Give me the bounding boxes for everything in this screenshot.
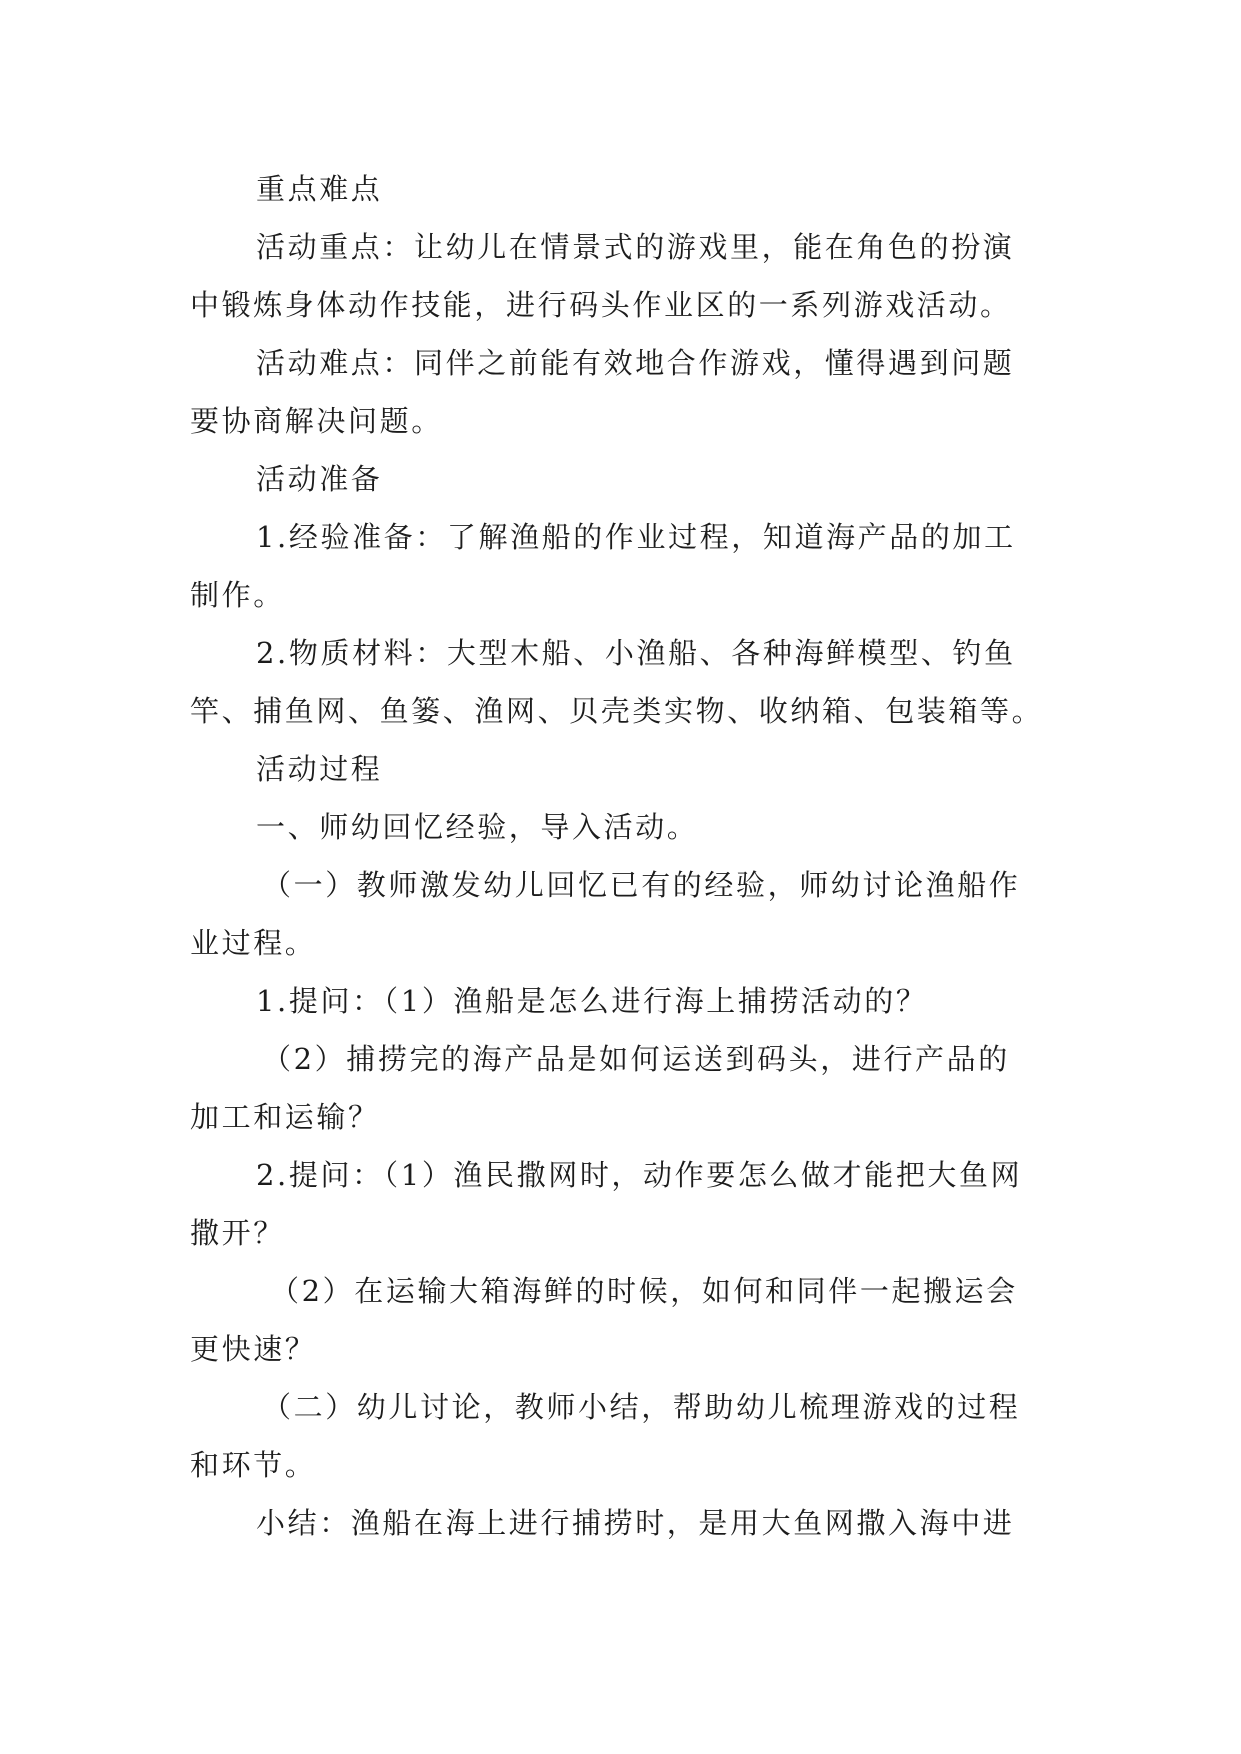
paragraph-line: 更快速？ bbox=[190, 1332, 317, 1366]
paragraph-line: 撒开？ bbox=[190, 1216, 285, 1250]
paragraph-line: 活动重点：让幼儿在情景式的游戏里，能在角色的扮演 bbox=[256, 230, 1015, 264]
paragraph-line: 和环节。 bbox=[190, 1448, 317, 1482]
paragraph-line: 一、师幼回忆经验，导入活动。 bbox=[256, 810, 699, 844]
paragraph-line: 制作。 bbox=[190, 578, 285, 612]
paragraph-line: （2）在运输大箱海鲜的时候，如何和同伴一起搬运会 bbox=[270, 1274, 1018, 1308]
section-heading-preparation: 活动准备 bbox=[256, 462, 383, 496]
paragraph-line: 活动难点：同伴之前能有效地合作游戏，懂得遇到问题 bbox=[256, 346, 1015, 380]
paragraph-line: 中锻炼身体动作技能，进行码头作业区的一系列游戏活动。 bbox=[190, 288, 1012, 322]
section-heading-process: 活动过程 bbox=[256, 752, 383, 786]
paragraph-line: 2.物质材料：大型木船、小渔船、各种海鲜模型、钓鱼 bbox=[256, 636, 1016, 670]
paragraph-line: 小结：渔船在海上进行捕捞时，是用大鱼网撒入海中进 bbox=[256, 1506, 1015, 1540]
paragraph-line: （一）教师激发幼儿回忆已有的经验，师幼讨论渔船作 bbox=[262, 868, 1021, 902]
paragraph-line: 要协商解决问题。 bbox=[190, 404, 443, 438]
paragraph-line: 竿、捕鱼网、鱼篓、渔网、贝壳类实物、收纳箱、包装箱等。 bbox=[190, 694, 1044, 728]
section-heading-key-points: 重点难点 bbox=[256, 172, 383, 206]
paragraph-line: 业过程。 bbox=[190, 926, 317, 960]
paragraph-line: 1.提问：（1）渔船是怎么进行海上捕捞活动的？ bbox=[256, 984, 928, 1018]
paragraph-line: 1.经验准备：了解渔船的作业过程，知道海产品的加工 bbox=[256, 520, 1016, 554]
paragraph-line: （2）捕捞完的海产品是如何运送到码头，进行产品的 bbox=[262, 1042, 1010, 1076]
paragraph-line: 2.提问：（1）渔民撒网时，动作要怎么做才能把大鱼网 bbox=[256, 1158, 1023, 1192]
paragraph-line: （二）幼儿讨论，教师小结，帮助幼儿梳理游戏的过程 bbox=[262, 1390, 1021, 1424]
paragraph-line: 加工和运输？ bbox=[190, 1100, 380, 1134]
document-body bbox=[190, 160, 1052, 1552]
